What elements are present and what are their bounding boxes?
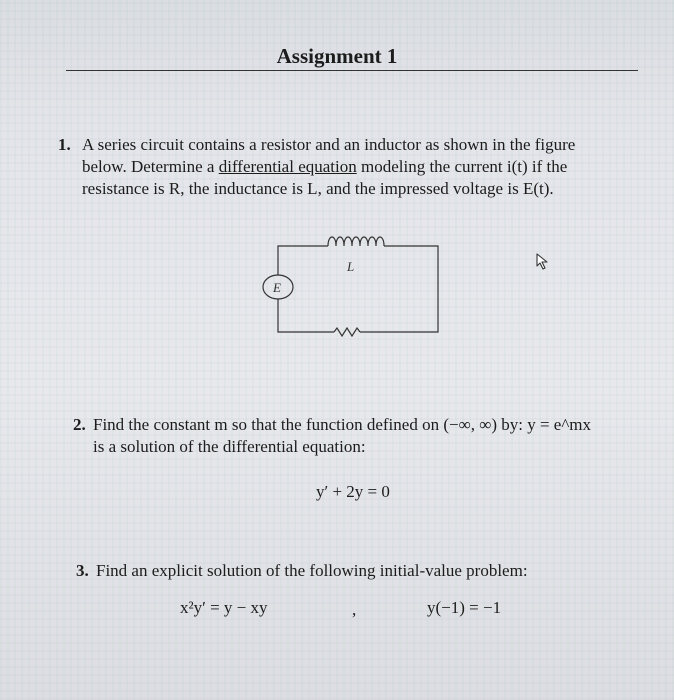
problem-3 — [76, 560, 636, 582]
title-divider — [66, 70, 638, 71]
problem-1-line-2-start: below. Determine a — [82, 157, 219, 176]
problem-2-equation: y′ + 2y = 0 — [316, 482, 390, 501]
resistor-symbol — [334, 328, 360, 336]
problem-3-line-1: Find an explicit solution of the following initial-value problem: — [96, 561, 528, 580]
mouse-pointer-icon — [535, 252, 553, 272]
differential-equation-link[interactable]: differential equation — [218, 157, 357, 176]
circuit-wire-top-left — [278, 246, 328, 275]
problem-1 — [58, 134, 636, 200]
problem-2 — [73, 414, 639, 458]
problem-2-line-1: Find the constant m so that the function defined on (−∞, ∞) by: y = e^mx — [93, 415, 592, 434]
problem-3-initial-condition: y(−1) = −1 — [427, 598, 502, 617]
circuit-wire-right — [360, 246, 438, 332]
problem-1-line-3: resistance is R, the inductance is L, and the impressed voltage is E(t). — [82, 179, 554, 198]
problem-3-equation: x²y′ = y − xy — [180, 598, 268, 617]
problem-2-line-2: is a solution of the differential equation: — [93, 437, 366, 456]
problem-2-number: 2. — [73, 415, 86, 434]
source-label: E — [273, 280, 281, 295]
problem-1-line-2-end: modeling the current i(t) if the — [356, 157, 568, 176]
problem-1-line-1: A series circuit contains a resistor and an inductor as shown in the figure — [82, 135, 576, 154]
problem-1-number: 1. — [58, 135, 71, 154]
page-title: Assignment 1 — [276, 44, 398, 68]
problem-3-separator: , — [352, 600, 357, 619]
inductor-label: L — [347, 259, 355, 274]
inductor-coil — [328, 237, 384, 246]
circuit-wire-bottom-left — [278, 299, 334, 332]
rl-circuit-diagram — [250, 220, 450, 340]
problem-3-number: 3. — [76, 561, 89, 580]
